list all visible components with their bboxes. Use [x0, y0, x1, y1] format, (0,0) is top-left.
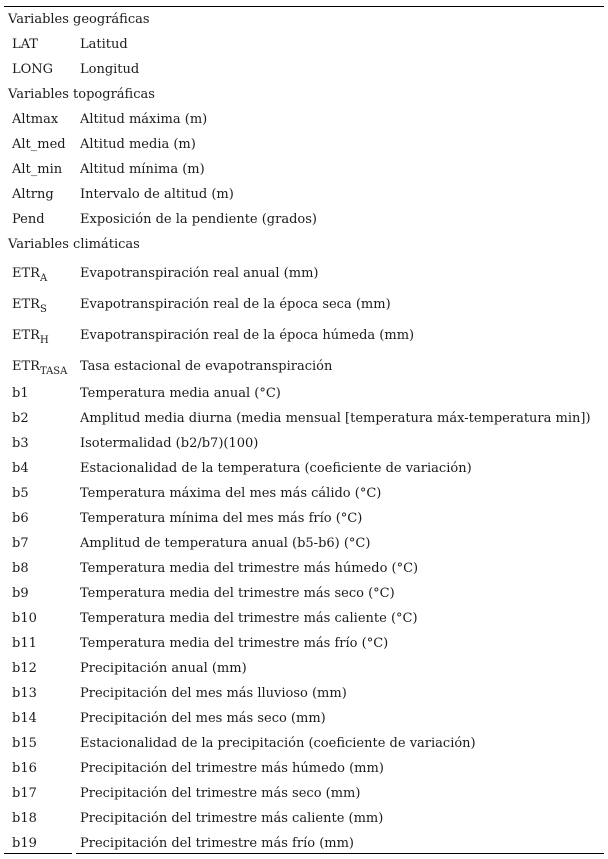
- table-row: [4, 706, 604, 731]
- variable-description: Temperatura media del trimestre más húmedo (°C): [80, 561, 419, 576]
- table-row: [4, 556, 604, 581]
- variable-code: b1: [12, 386, 29, 401]
- variable-code: b17: [12, 786, 37, 801]
- variable-code: b2: [12, 411, 29, 426]
- table-row: [4, 257, 604, 288]
- table-row: [4, 506, 604, 531]
- table-row: [4, 350, 604, 381]
- variable-code: b15: [12, 736, 37, 751]
- table-row: [4, 581, 604, 606]
- variable-code: b18: [12, 811, 37, 826]
- variable-code: b14: [12, 711, 37, 726]
- variables-table: [4, 6, 604, 856]
- variable-code-base: ETR: [12, 297, 40, 312]
- table-row: [4, 531, 604, 556]
- variable-code: b8: [12, 561, 29, 576]
- table-row: [4, 756, 604, 781]
- table-row: [4, 319, 604, 350]
- variable-description: Temperatura media del trimestre más seco (°C): [80, 586, 395, 601]
- variable-code: Altmax: [12, 112, 59, 127]
- table-row: [4, 806, 604, 831]
- variable-code: Alt_med: [12, 137, 66, 152]
- variable-code: LONG: [12, 62, 54, 77]
- table-row: [4, 681, 604, 706]
- variable-code: [4, 297, 80, 315]
- table-row: [4, 481, 604, 506]
- variable-code-subscript: H: [39, 335, 49, 346]
- variable-code: b4: [12, 461, 29, 476]
- variable-description: Temperatura media anual (°C): [80, 386, 281, 401]
- variable-code-base: ETR: [12, 328, 40, 343]
- section-title: Variables topográficas: [8, 87, 155, 102]
- variable-description: Tasa estacional de evapotranspiración: [80, 359, 333, 374]
- variable-description: Isotermalidad (b2/b7)(100): [80, 436, 259, 451]
- table-row: [4, 606, 604, 631]
- variable-description: Estacionalidad de la precipitación (coeficiente de variación): [80, 736, 476, 751]
- variable-code: Pend: [12, 212, 45, 227]
- variable-code: b13: [12, 686, 37, 701]
- variable-description: Precipitación del trimestre más húmedo (mm): [80, 761, 384, 776]
- table-row: [4, 381, 604, 406]
- variable-code: b10: [12, 611, 37, 626]
- variable-description: Altitud mínima (m): [80, 162, 205, 177]
- section-title: Variables climáticas: [8, 237, 140, 252]
- variable-description: Precipitación del mes más seco (mm): [80, 711, 326, 726]
- variable-description: Exposición de la pendiente (grados): [80, 212, 317, 227]
- table-row: [4, 132, 604, 157]
- variable-code-base: ETR: [12, 359, 40, 374]
- variable-code: b11: [12, 636, 37, 651]
- rule-gap: [72, 853, 76, 854]
- table-row: [4, 731, 604, 756]
- table-row: [4, 656, 604, 681]
- variable-description: Longitud: [80, 62, 140, 77]
- section-header-topographic: [4, 82, 604, 107]
- variable-code: LAT: [12, 37, 38, 52]
- variable-code-subscript: S: [39, 304, 47, 315]
- variable-description: Altitud media (m): [80, 137, 196, 152]
- variable-description: Temperatura máxima del mes más cálido (°C): [80, 486, 382, 501]
- table-row: [4, 207, 604, 232]
- variable-description: Evapotranspiración real de la época seca (mm): [80, 297, 391, 312]
- variable-description: Precipitación del trimestre más frío (mm): [80, 836, 354, 851]
- variable-description: Amplitud media diurna (media mensual [temperatura máx-temperatura min]): [80, 411, 591, 426]
- variable-code: b16: [12, 761, 37, 776]
- variable-description: Temperatura mínima del mes más frío (°C): [80, 511, 363, 526]
- variable-description: Temperatura media del trimestre más caliente (°C): [80, 611, 418, 626]
- variable-code: b3: [12, 436, 29, 451]
- variable-code-subscript: TASA: [39, 366, 68, 377]
- variable-code-subscript: A: [39, 273, 48, 284]
- variable-description: Precipitación anual (mm): [80, 661, 247, 676]
- variable-code-base: ETR: [12, 266, 40, 281]
- variable-description: Evapotranspiración real anual (mm): [80, 266, 319, 281]
- table-row: [4, 288, 604, 319]
- variable-description: Precipitación del trimestre más seco (mm): [80, 786, 361, 801]
- variable-code: b6: [12, 511, 29, 526]
- variable-code: [4, 359, 80, 377]
- table-row: [4, 631, 604, 656]
- table-bottom-rule: [4, 853, 604, 854]
- variable-description: Amplitud de temperatura anual (b5-b6) (°C): [80, 536, 371, 551]
- table-row: [4, 182, 604, 207]
- variable-code: [4, 328, 80, 346]
- section-header-geographic: [4, 7, 604, 32]
- variable-code: b9: [12, 586, 29, 601]
- variable-code: b7: [12, 536, 29, 551]
- table-row: [4, 57, 604, 82]
- variable-description: Precipitación del trimestre más caliente (mm): [80, 811, 384, 826]
- variable-description: Precipitación del mes más lluvioso (mm): [80, 686, 347, 701]
- table-row: [4, 157, 604, 182]
- section-title: Variables geográficas: [8, 12, 150, 27]
- variable-code: b5: [12, 486, 29, 501]
- variable-code: [4, 266, 80, 284]
- table-row: [4, 781, 604, 806]
- table-row: [4, 32, 604, 57]
- table-row: [4, 107, 604, 132]
- variable-code: Altrng: [12, 187, 54, 202]
- variable-code: b12: [12, 661, 37, 676]
- variable-description: Estacionalidad de la temperatura (coeficiente de variación): [80, 461, 472, 476]
- variable-code: b19: [12, 836, 37, 851]
- variable-description: Latitud: [80, 37, 128, 52]
- variable-description: Temperatura media del trimestre más frío (°C): [80, 636, 389, 651]
- variable-description: Altitud máxima (m): [80, 112, 208, 127]
- table-row: [4, 456, 604, 481]
- variable-code: Alt_min: [12, 162, 63, 177]
- variable-description: Evapotranspiración real de la época húmeda (mm): [80, 328, 415, 343]
- section-header-climatic: [4, 232, 604, 257]
- variable-description: Intervalo de altitud (m): [80, 187, 234, 202]
- table-row: [4, 431, 604, 456]
- table-row: [4, 406, 604, 431]
